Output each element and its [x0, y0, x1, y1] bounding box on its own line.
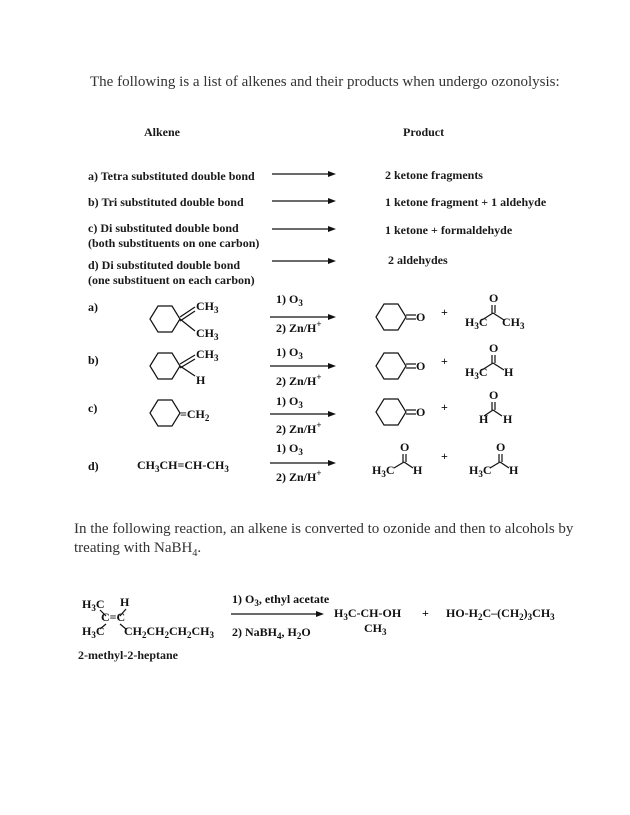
- final-product1-sub: $CH_3$: [364, 621, 387, 637]
- reaction-a-step1: 1) $O_3$: [276, 292, 303, 308]
- reaction-a-step2: 2) Zn/H+: [276, 319, 322, 335]
- product-a-oxygen: O: [416, 310, 426, 324]
- rule-a-alkene: a) Tetra substituted double bond: [88, 169, 255, 183]
- final-product2: $HO-H_2C-(CH_2)_3CH_3$: [446, 606, 555, 622]
- reaction-d-plus: +: [441, 449, 448, 463]
- product-b-left: $H_3C$: [465, 365, 488, 381]
- rule-arrow-a: [272, 171, 336, 177]
- product-a-left: $H_3C$: [465, 315, 488, 331]
- cyclohexane-ring-b: [150, 353, 180, 379]
- final-reactant-name: 2-methyl-2-heptane: [78, 648, 178, 662]
- rule-b-alkene: b) Tri substituted double bond: [88, 195, 244, 209]
- product-d1-left: $H_3C$: [372, 463, 395, 479]
- reaction-b-sub-top: $CH_3$: [196, 347, 219, 363]
- paragraph-2: In the following reaction, an alkene is converted to ozonide and then to alcohols by treating with NaBH$_4$.: [74, 521, 574, 559]
- product-d1-right: H: [413, 463, 423, 477]
- rule-c-product: 1 ketone + formaldehyde: [385, 223, 513, 237]
- cyclohexane-ring-a: [150, 306, 180, 332]
- reaction-b-step1: 1) $O_3$: [276, 345, 303, 361]
- rule-b-product: 1 ketone fragment + 1 aldehyde: [385, 195, 547, 209]
- rule-a-product: 2 ketone fragments: [385, 168, 483, 182]
- reaction-d-label: d): [88, 459, 99, 473]
- reaction-d-step2: 2) Zn/H+: [276, 468, 322, 484]
- rule-d-alkene-note: (one substituent on each carbon): [88, 273, 255, 287]
- rule-arrow-c: [272, 226, 336, 232]
- reaction-c-sub: $=CH_2$: [180, 407, 210, 423]
- final-reactant-botleft: $H_3C$: [82, 624, 105, 640]
- product-b-right: H: [504, 365, 514, 379]
- final-reactant-topleft: $H_3C$: [82, 597, 105, 613]
- reaction-a-sub-top: $CH_3$: [196, 299, 219, 315]
- cyclohexanone-c: [376, 399, 406, 425]
- reaction-c-label: c): [88, 401, 98, 415]
- final-reactant-botright: $CH_2CH_2CH_2CH_3$: [124, 624, 214, 640]
- reaction-b-step2: 2) Zn/H+: [276, 372, 322, 388]
- reaction-d-reactant: $CH_3CH=CH-CH_3$: [137, 458, 229, 474]
- final-reactant-topright: H: [120, 595, 130, 609]
- rule-d-alkene: d) Di substituted double bond: [88, 258, 241, 272]
- product-d2-right: H: [509, 463, 519, 477]
- reaction-a-plus: +: [441, 305, 448, 319]
- product-d2-carbonyl-o: O: [496, 440, 506, 454]
- reaction-a-label: a): [88, 300, 98, 314]
- reaction-d-step1: 1) $O_3$: [276, 441, 303, 457]
- rule-arrow-b: [272, 198, 336, 204]
- product-c-left: H: [479, 412, 489, 426]
- rule-d-product: 2 aldehydes: [388, 253, 448, 267]
- product-d2-left: $H_3C$: [469, 463, 492, 479]
- product-a-carbonyl-o: O: [489, 291, 499, 305]
- reaction-b-sub-bot: H: [196, 373, 206, 387]
- rule-c-alkene: c) Di substituted double bond: [88, 221, 239, 235]
- final-plus: +: [422, 606, 429, 620]
- final-product1: $H_3C-CH-OH$: [334, 606, 402, 622]
- reaction-c-plus: +: [441, 400, 448, 414]
- product-b-oxygen: O: [416, 359, 426, 373]
- final-step2: 2) NaBH$_4$, $H_2O$: [232, 625, 311, 641]
- cyclohexane-ring-c: [150, 400, 180, 426]
- reaction-b-plus: +: [441, 354, 448, 368]
- alkene-header: Alkene: [144, 125, 180, 139]
- rule-c-alkene-note: (both substituents on one carbon): [88, 236, 260, 250]
- product-c-carbonyl-o: O: [489, 388, 499, 402]
- product-header: Product: [403, 125, 445, 139]
- final-reactant-mid: C=C: [101, 610, 126, 624]
- product-d1-carbonyl-o: O: [400, 440, 410, 454]
- reaction-c-step2: 2) Zn/H+: [276, 420, 322, 436]
- product-c-right: H: [503, 412, 513, 426]
- product-c-oxygen: O: [416, 405, 426, 419]
- reaction-b-label: b): [88, 353, 99, 367]
- intro-text: The following is a list of alkenes and their products when undergo ozonolysis:: [90, 74, 560, 90]
- final-step1: 1) $O_3$, ethyl acetate: [232, 592, 330, 608]
- product-b-carbonyl-o: O: [489, 341, 499, 355]
- rule-arrow-d: [272, 258, 336, 264]
- cyclohexanone-a: [376, 304, 406, 330]
- cyclohexanone-b: [376, 353, 406, 379]
- reaction-c-step1: 1) $O_3$: [276, 394, 303, 410]
- product-a-right: $CH_3$: [502, 315, 525, 331]
- reaction-a-sub-bot: $CH_3$: [196, 326, 219, 342]
